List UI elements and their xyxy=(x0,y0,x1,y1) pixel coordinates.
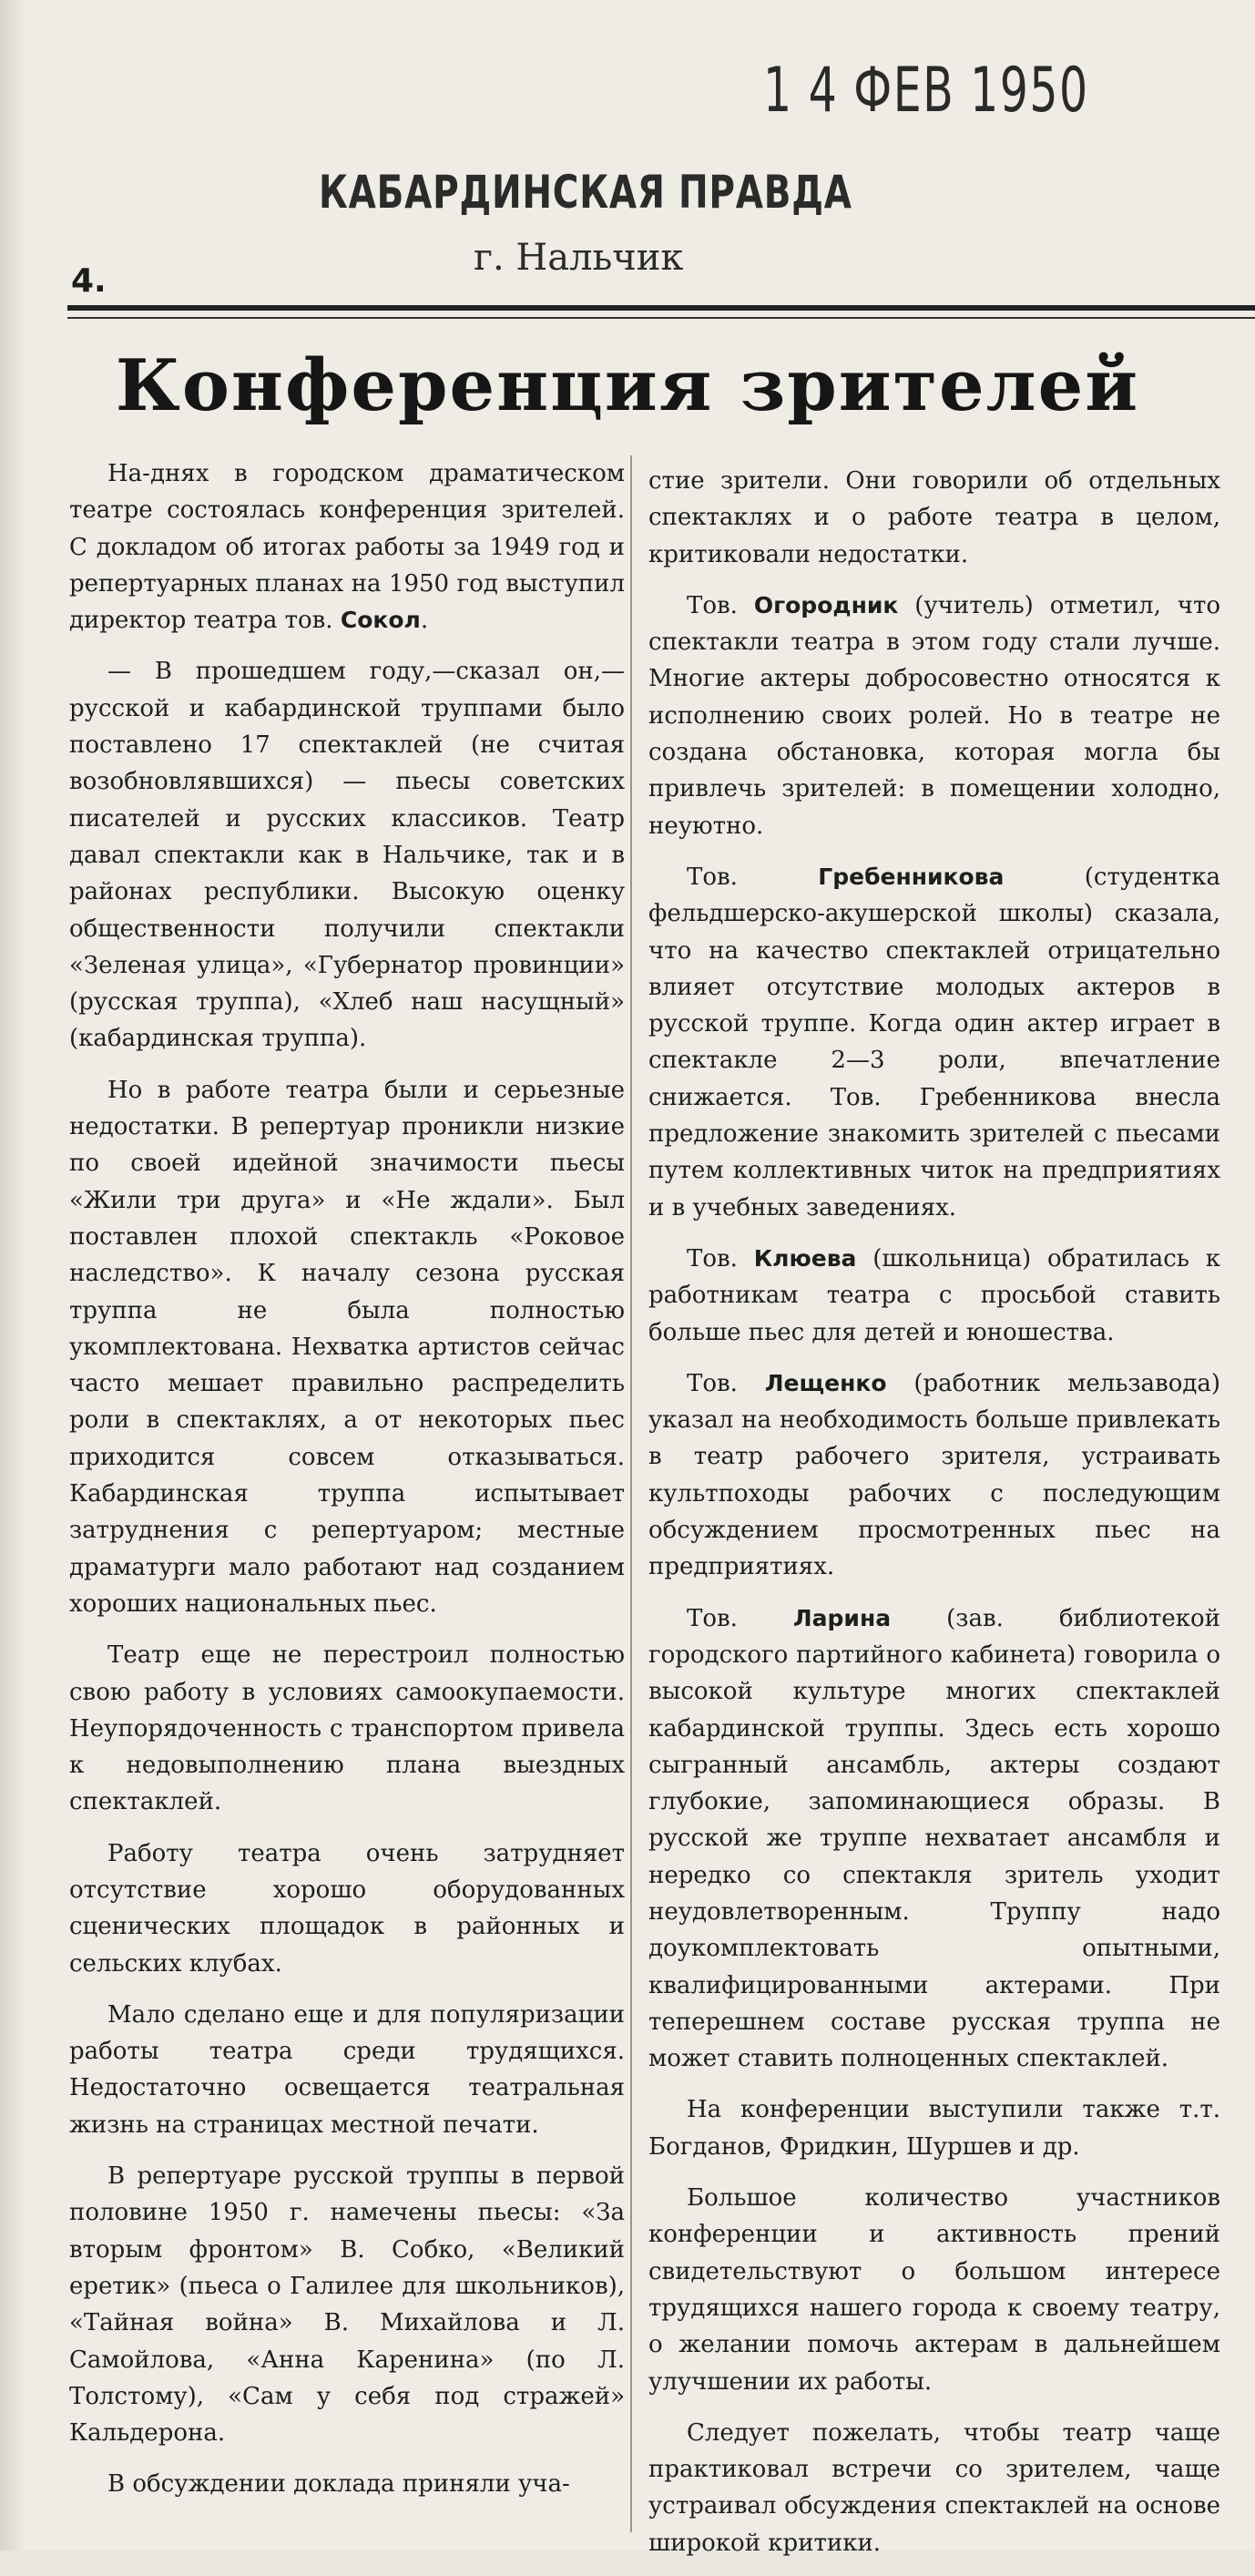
paragraph xyxy=(69,2158,625,2451)
paragraph-text: (учитель) отметил, что спектакли театра в этом году стали лучше. Многие актеры добросовестно относятся к исполнению своих ролей. Но в театре не создана обстановка, которая могла бы привлечь зрителей: в помещении холодно, неуютно. xyxy=(648,591,1220,840)
paragraph xyxy=(69,1835,625,1982)
paragraph xyxy=(648,463,1220,573)
speaker-name: Гребенникова xyxy=(818,863,1005,890)
newspaper-name-stamp: КАБАРДИНСКАЯ ПРАВДА xyxy=(319,166,852,219)
paragraph-text: Мало сделано еще и для популяризации работы театра среди трудящихся. Недостаточно освещается театральная жизнь на страницах местной печати. xyxy=(69,2000,625,2139)
paragraph-text: (зав. библиотекой городского партийного кабинета) говорила о высокой культуре многих спектаклей кабардинской труппы. Здесь есть хорошо сыгранный ансамбль, актеры создают глубокие, запоминающиеся образы. В русской же труппе нехватает ансамбля и нередко со спектакля зритель уходит неудовлетворенным. Труппу надо доукомплектовать опытными, квалифицированными актерами. При теперешнем составе русская труппа не может ставить полноценных спектаклей. xyxy=(648,1604,1220,2073)
paragraph-text: Тов. xyxy=(687,591,754,619)
header-rule xyxy=(67,305,1255,311)
paragraph-text: (студентка фельдшерско-акушерской школы) сказала, что на качество спектаклей отрицательно влияет отсутствие молодых актеров в русской труппе. Когда один актер играет в спектакле 2—3 роли, впечатление снижается. Тов. Гребенникова внесла предложение знакомить зрителей с пьесами путем коллективных читок на предприятиях и в учебных заведениях. xyxy=(648,863,1220,1222)
paragraph-text: На-днях в городском драматическом театре состоялась конференция зрителей. С докладом об итогах работы за 1949 год и репертуарных планах на 1950 год выступил директор театра тов. xyxy=(69,460,625,635)
paragraph xyxy=(69,1637,625,1820)
paragraph-text: Но в работе театра были и серьезные недостатки. В репертуар проникли низкие по своей идейной значимости пьесы «Жили три друга» и «Не ждали». Был поставлен плохой спектакль «Роковое наследство». К началу сезона русская труппа не была полностью укомплектована. Нехватка артистов сейчас часто мешает правильно распределить роли в спектаклях, а от некоторых пьес приходится совсем отказываться. Кабардинская труппа испытывает затруднения с репертуаром; местные драматурги мало работают над созданием хороших национальных пьес. xyxy=(69,1076,625,1618)
page-number: 4. xyxy=(71,262,107,300)
paragraph xyxy=(648,1365,1220,1586)
right-column xyxy=(648,463,1220,2576)
paragraph-text: Большое количество участников конференции и активность прений свидетельствуют о большом интересе трудящихся нашего города к своему театру, о желании помочь актерам в дальнейшем улучшении их работы. xyxy=(648,2184,1220,2396)
date-stamp: 1 4 ФЕВ 1950 xyxy=(763,55,1089,127)
paragraph-text: Тов. xyxy=(687,1369,765,1397)
paragraph-text: Следует пожелать, чтобы театр чаще практиковал встречи со зрителем, чаще устраивал обсуждения спектаклей на основе широкой критики. xyxy=(648,2418,1220,2557)
paragraph xyxy=(69,2466,625,2502)
speaker-name: Клюева xyxy=(753,1244,857,1272)
paragraph-text: Работу театра очень затрудняет отсутствие хорошо оборудованных сценических площадок в районных и сельских клубах. xyxy=(69,1839,625,1978)
paragraph-text: На конференции выступили также т.т. Богданов, Фридкин, Шуршев и др. xyxy=(648,2096,1220,2161)
speaker-name: Сокол xyxy=(340,607,421,634)
speaker-name: Ларина xyxy=(792,1604,892,1631)
paragraph xyxy=(69,653,625,1057)
city-stamp: г. Нальчик xyxy=(474,237,684,279)
paragraph-text: Тов. xyxy=(687,1604,793,1632)
left-column xyxy=(69,455,625,2518)
header-rule-thin xyxy=(67,317,1255,319)
speaker-name: Лещенко xyxy=(764,1369,887,1396)
paragraph-text: Тов. xyxy=(687,863,819,891)
paragraph-text: Театр еще не перестроил полностью свою работу в условиях самоокупаемости. Неупорядоченность с транспортом привела к недовыполнению плана выездных спектаклей. xyxy=(69,1641,625,1816)
paragraph-text: — В прошедшем году,—сказал он,— русской и кабардинской труппами было поставлено 17 спектаклей (не считая возобновлявшихся) — пьесы советских писателей и русских классиков. Театр давал спектакли как в Нальчике, так и в районах республики. Высокую оценку общественности получили спектакли «Зеленая улица», «Губернатор провинции» (русская труппа), «Хлеб наш насущный» (кабардинская труппа). xyxy=(69,658,625,1053)
article-headline: Конференция зрителей xyxy=(115,344,1140,427)
paragraph xyxy=(648,588,1220,844)
paragraph xyxy=(648,2091,1220,2165)
paragraph xyxy=(69,455,625,639)
paragraph xyxy=(69,1997,625,2143)
paragraph-text: (школьница) обратилась к работникам театра с просьбой ставить больше пьес для детей и юношества. xyxy=(648,1244,1220,1346)
paragraph-text: (работник мельзавода) указал на необходимость больше привлекать в театр рабочего зрителя, устраивать культпоходы рабочих с последующим обсуждением просмотренных пьес на предприятиях. xyxy=(648,1369,1221,1581)
paragraph-text: стие зрители. Они говорили об отдельных спектаклях и о работе театра в целом, критиковали недостатки. xyxy=(648,467,1220,568)
paragraph-text: Тов. xyxy=(687,1244,754,1273)
paragraph xyxy=(69,1072,625,1622)
scan-edge xyxy=(0,0,24,2550)
paragraph xyxy=(648,1600,1220,2078)
paragraph-text: В репертуаре русской труппы в первой половине 1950 г. намечены пьесы: «За вторым фронтом» В. Собко, «Великий еретик» (пьеса о Галилее для школьников), «Тайная война» В. Михайлова и Л. Самойлова, «Анна Каренина» (по Л. Толстому), «Сам у себя под стражей» Кальдерона. xyxy=(69,2162,625,2448)
column-divider xyxy=(630,455,632,2532)
paragraph xyxy=(648,1241,1220,1351)
paragraph-text: В обсуждении доклада приняли уча- xyxy=(107,2470,570,2499)
paragraph-text: . xyxy=(420,607,429,635)
paragraph xyxy=(648,2415,1220,2561)
paragraph xyxy=(648,859,1220,1226)
paragraph xyxy=(648,2180,1220,2400)
speaker-name: Огородник xyxy=(753,591,899,618)
